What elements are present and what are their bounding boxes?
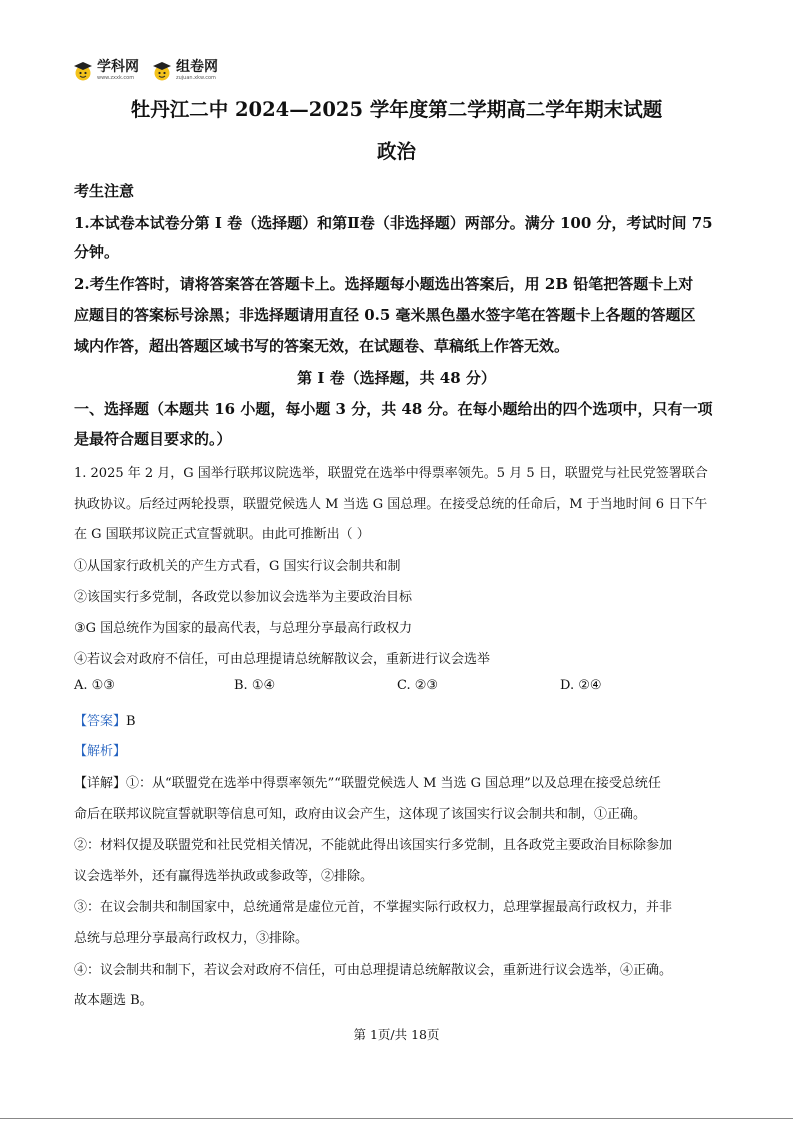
question-stem: 执政协议。后经过两轮投票，联盟党候选人 M 当选 G 国总理。在接受总统的任命后，M 于当地时间 6 日下午 xyxy=(74,497,708,512)
question-stem: 在 G 国联邦议院正式宣誓就职。由此可推断出（ ） xyxy=(74,527,370,542)
notice-line: 域内作答，超出答题区域书写的答案无效，在试题卷、草稿纸上作答无效。 xyxy=(74,337,570,355)
section-title: 第 I 卷（选择题，共 48 分） xyxy=(297,369,496,387)
answer-value: B xyxy=(126,714,136,729)
choice-c: C. ②③ xyxy=(397,678,439,693)
statement: ②该国实行多党制，各政党以参加议会选举为主要政治目标 xyxy=(74,590,413,605)
notice-line: 分钟。 xyxy=(74,243,120,261)
logo-name: 学科网 xyxy=(97,59,139,75)
answer-label: 【答案】 xyxy=(74,714,127,729)
xuekewang-mascot-icon xyxy=(72,61,94,81)
notice-line: 1.本试卷本试卷分第 I 卷（选择题）和第Ⅱ卷（非选择题）两部分。满分 100 分，考试时间 75 xyxy=(74,214,713,232)
statement: ③G 国总统作为国家的最高代表，与总理分享最高行政权力 xyxy=(74,621,413,636)
detail-text: ②：材料仅提及联盟党和社民党相关情况，不能就此得出该国实行多党制，且各政党主要政治目标除参加 xyxy=(74,838,673,853)
zujuanwang-mascot-icon xyxy=(151,61,173,81)
detail-text: ①：从“联盟党在选举中得票率领先”“联盟党候选人 M 当选 G 国总理”以及总理在接受总统任 xyxy=(126,776,661,791)
choice-d: D. ②④ xyxy=(560,678,602,693)
analysis-label: 【解析】 xyxy=(74,744,127,759)
detail-label: 【详解】 xyxy=(74,776,127,791)
logo-name: 组卷网 xyxy=(176,59,218,75)
page-footer: 第 1页/共 18页 xyxy=(353,1027,440,1042)
choice-b: B. ①④ xyxy=(234,678,276,693)
logo-row xyxy=(72,60,230,81)
detail-text: ③：在议会制共和制国家中，总统通常是虚位元首，不掌握实际行政权力，总理掌握最高行政权力，并非 xyxy=(74,900,673,915)
notice-heading: 考生注意 xyxy=(74,182,135,200)
detail-text: 议会选举外，还有赢得选举执政或参政等，②排除。 xyxy=(74,869,374,884)
xuekewang-logo xyxy=(72,60,139,81)
logo-url: zujuan.xkw.com xyxy=(176,75,216,81)
statement: ①从国家行政机关的产生方式看，G 国实行议会制共和制 xyxy=(74,559,401,574)
zujuanwang-logo xyxy=(151,60,218,81)
notice-line: 应题目的答案标号涂黑；非选择题请用直径 0.5 毫米黑色墨水签字笔在答题卡上各题的答题区 xyxy=(74,306,696,324)
part-intro: 一、选择题（本题共 16 小题，每小题 3 分，共 48 分。在每小题给出的四个选项中，只有一项 xyxy=(74,400,713,418)
logo-url: www.zxxk.com xyxy=(97,75,135,81)
exam-title: 牡丹江二中 2024—2025 学年度第二学期高二学年期末试题 xyxy=(130,98,663,121)
question-stem: 1. 2025 年 2 月，G 国举行联邦议院选举，联盟党在选举中得票率领先。5 月 5 日，联盟党与社民党签署联合 xyxy=(74,466,708,481)
statement: ④若议会对政府不信任，可由总理提请总统解散议会，重新进行议会选举 xyxy=(74,652,491,667)
detail-text: 命后在联邦议院宣誓就职等信息可知，政府由议会产生，这体现了该国实行议会制共和制，①正确。 xyxy=(74,807,647,822)
detail-text: ④：议会制共和制下，若议会对政府不信任，可由总理提请总统解散议会，重新进行议会选举，④正确。 xyxy=(74,963,673,978)
detail-text: 总统与总理分享最高行政权力，③排除。 xyxy=(74,931,309,946)
detail-line xyxy=(74,772,734,791)
subject-title: 政治 xyxy=(376,140,416,163)
notice-line: 2.考生作答时，请将答案答在答题卡上。选择题每小题选出答案后，用 2B 铅笔把答题卡上对 xyxy=(74,275,694,293)
answer-line xyxy=(74,710,734,729)
part-intro: 是最符合题目要求的。） xyxy=(74,430,232,448)
choice-a: A. ①③ xyxy=(74,678,115,693)
conclusion: 故本题选 B。 xyxy=(74,993,153,1008)
page-bottom-divider xyxy=(0,1118,793,1119)
